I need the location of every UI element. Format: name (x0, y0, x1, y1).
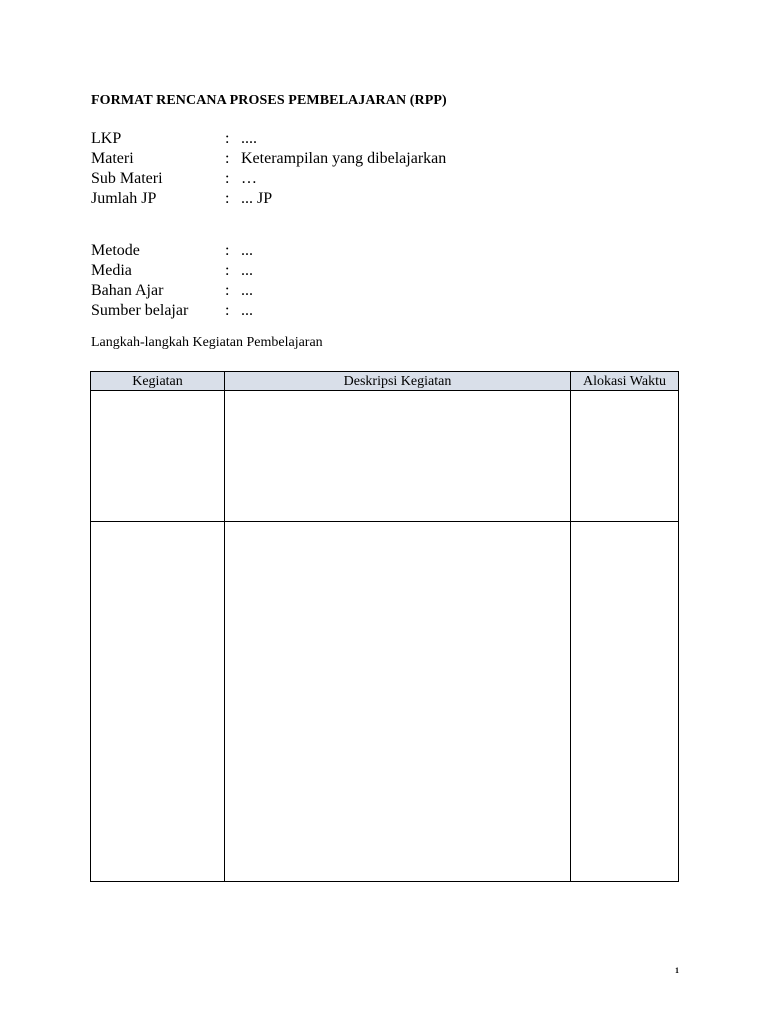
row-value: ... (241, 282, 253, 299)
row-label: Sub Materi (91, 170, 163, 187)
activity-cell[interactable] (91, 391, 225, 522)
row-separator: : (225, 190, 230, 207)
row-label: Bahan Ajar (91, 282, 164, 299)
document-title: FORMAT RENCANA PROSES PEMBELAJARAN (RPP) (91, 93, 447, 108)
row-value: ... (241, 302, 253, 319)
description-cell[interactable] (225, 522, 571, 882)
table-row (90, 189, 580, 209)
row-value: Keterampilan yang dibelajarkan (241, 150, 447, 167)
row-value: ... (241, 242, 253, 259)
column-header-kegiatan: Kegiatan (91, 372, 225, 391)
row-separator: : (225, 282, 230, 299)
row-separator: : (225, 302, 230, 319)
column-header-alokasi: Alokasi Waktu (571, 372, 679, 391)
activity-cell[interactable] (91, 522, 225, 882)
row-label: Media (91, 262, 132, 279)
table-row (90, 129, 580, 149)
identity-table (90, 129, 580, 209)
page-number: 1 (675, 966, 679, 975)
row-value: ... JP (241, 190, 273, 207)
table-row (90, 261, 580, 281)
row-label: Metode (91, 242, 140, 259)
activity-table (90, 371, 679, 882)
method-table (90, 241, 580, 321)
time-allocation-cell[interactable] (571, 522, 679, 882)
description-cell[interactable] (225, 391, 571, 522)
section-heading: Langkah-langkah Kegiatan Pembelajaran (91, 335, 323, 350)
table-header-row (91, 372, 679, 391)
row-label: Jumlah JP (91, 190, 157, 207)
row-separator: : (225, 130, 230, 147)
table-row (91, 391, 679, 522)
row-label: LKP (91, 130, 122, 147)
row-separator: : (225, 242, 230, 259)
row-separator: : (225, 262, 230, 279)
table-row (90, 169, 580, 189)
row-separator: : (225, 150, 230, 167)
table-row (91, 522, 679, 882)
row-separator: : (225, 170, 230, 187)
row-value: .... (241, 130, 257, 147)
table-row (90, 281, 580, 301)
row-value: … (241, 170, 257, 187)
time-allocation-cell[interactable] (571, 391, 679, 522)
table-row (90, 149, 580, 169)
row-label: Sumber belajar (91, 302, 189, 319)
row-label: Materi (91, 150, 134, 167)
row-value: ... (241, 262, 253, 279)
column-header-deskripsi: Deskripsi Kegiatan (225, 372, 571, 391)
table-row (90, 301, 580, 321)
table-row (90, 241, 580, 261)
